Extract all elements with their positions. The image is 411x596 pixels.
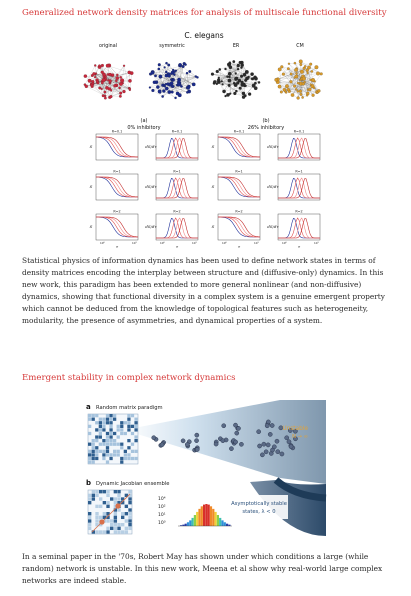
panel-b-label: (b): [262, 118, 270, 124]
y-axis-label: dS/dτ: [267, 224, 279, 229]
paragraph-emergent-stability: In a seminal paper in the '70s, Robert May has shown under which conditions a large (while random) network is unstable. In this new work, Meena et al show why real-world large complex networks are indeed stable.: [22, 552, 383, 585]
subplot: [145, 130, 198, 161]
row-label: R=1: [173, 169, 181, 174]
y-axis-label: S: [211, 224, 215, 229]
stable-label: Asymptotically stable: [231, 501, 287, 507]
row-label: R=1: [113, 169, 121, 174]
stable-sub: states, λ < 0: [242, 509, 276, 515]
figure-heading: C. elegans: [184, 31, 224, 40]
figure-emergent-stability: [80, 396, 340, 542]
section-title-emergent-stability[interactable]: Emergent stability in complex network dynamics: [22, 373, 236, 383]
tick-label: 10¹: [254, 241, 259, 245]
network-cm: [275, 43, 323, 99]
svg-text:10²: 10²: [158, 505, 166, 510]
row-label: R=2: [295, 209, 303, 214]
row-label: R=0.1: [293, 129, 305, 134]
subplot: [90, 210, 138, 250]
subplot: [267, 130, 320, 161]
y-axis-label: dS/dτ: [145, 144, 157, 149]
x-axis-label: τ: [237, 244, 241, 249]
row-label: R=0.1: [171, 129, 183, 134]
subplot: [90, 170, 138, 201]
network-label: symmetric: [159, 44, 185, 49]
subplot: [267, 210, 320, 250]
panel-b-letter: b: [86, 479, 92, 487]
subplot: [145, 170, 198, 201]
subplot: [212, 170, 260, 201]
tick-label: 10¹: [314, 241, 319, 245]
y-axis-label: S: [89, 144, 93, 149]
network-er: [211, 43, 260, 99]
subplot: [212, 130, 260, 161]
network-label: CM: [296, 44, 304, 49]
row-label: R=1: [295, 169, 303, 174]
panel-a-title: Random matrix paradigm: [96, 405, 163, 411]
y-axis-label: S: [89, 184, 93, 189]
network-symmetric: [149, 43, 199, 99]
row-label: R=1: [235, 169, 243, 174]
panel-b-title: Dynamic Jacobian ensemble: [96, 481, 170, 487]
figure-density-matrices: [80, 26, 330, 250]
tick-label: 10¹: [192, 241, 197, 245]
subplot: [267, 170, 320, 201]
tick-labels: [158, 496, 166, 526]
network-row: [84, 43, 323, 99]
tick-label: 10¹: [132, 241, 137, 245]
random-matrix-a: [88, 414, 138, 464]
unstable-sub: N → ∞: [292, 434, 308, 440]
row-label: R=0.1: [233, 129, 245, 134]
tick-label: 10⁰: [160, 241, 165, 245]
row-label: R=0.1: [111, 129, 123, 134]
row-label: R=2: [173, 209, 181, 214]
network-label: ER: [232, 44, 240, 49]
subplot: [212, 210, 260, 250]
y-axis-label: S: [89, 224, 93, 229]
y-axis-label: dS/dτ: [267, 184, 279, 189]
section-title-density-matrices[interactable]: Generalized network density matrices for analysis of multiscale functional diversity: [22, 8, 387, 18]
tick-label: 10⁰: [222, 241, 227, 245]
svg-text:10⁰: 10⁰: [158, 521, 166, 526]
y-axis-label: dS/dτ: [145, 184, 157, 189]
network-original: [84, 43, 134, 99]
x-axis-label: τ: [175, 244, 179, 249]
subplot: [90, 130, 138, 161]
plot-grid: [90, 130, 320, 250]
unstable-label: Unstable: [282, 426, 308, 432]
y-axis-label: S: [211, 184, 215, 189]
y-axis-label: dS/dτ: [267, 144, 279, 149]
tick-label: 10⁰: [100, 241, 105, 245]
svg-text:10¹: 10¹: [158, 513, 166, 518]
paragraph-density-matrices: Statistical physics of information dynamics has been used to define network states in terms of density matrices encoding the interplay between structure and (diffusive-only) dynamics. In this new work, this paradigm has been extended to more general nonlinear (and non-diffusive) dynamics, showing that functional diversity in a complex system is a genuine emergent property which cannot be deduced from the knowledge of topological features such as heterogeneity, modularity, the presence of asymmetries, and dynamical properties of a system.: [22, 256, 385, 325]
y-axis-label: dS/dτ: [145, 224, 157, 229]
row-label: R=2: [235, 209, 243, 214]
row-label: R=2: [113, 209, 121, 214]
svg-text:10⁴: 10⁴: [158, 497, 166, 502]
subplot: [145, 210, 198, 250]
panel-a-letter: a: [86, 403, 91, 411]
x-axis-label: τ: [297, 244, 301, 249]
network-label: original: [99, 44, 117, 49]
panel-b-caption: 26% inhibitory: [247, 125, 285, 131]
jacobian-matrix-b: [88, 490, 132, 534]
tick-label: 10⁰: [282, 241, 287, 245]
eigenvalue-histogram: [178, 504, 232, 526]
y-axis-label: S: [211, 144, 215, 149]
panel-a-label: (a): [140, 118, 148, 124]
x-axis-label: τ: [115, 244, 119, 249]
panel-a-caption: 0% inhibitory: [127, 125, 161, 131]
